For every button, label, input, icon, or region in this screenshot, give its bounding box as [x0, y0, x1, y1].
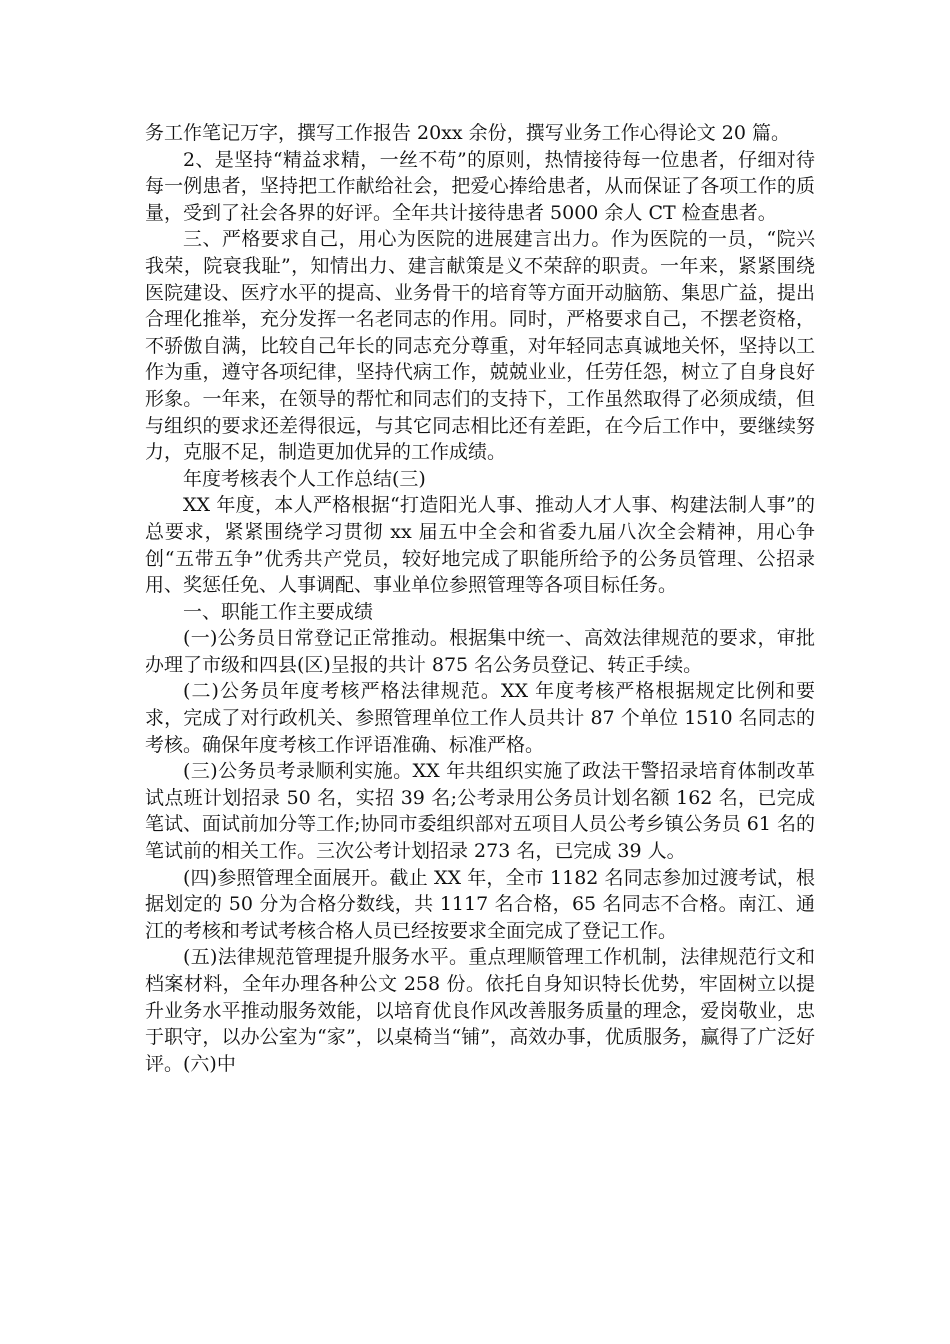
paragraph-continuation: 务工作笔记万字，撰写工作报告 20xx 余份，撰写业务工作心得论文 20 篇。	[145, 122, 790, 144]
document-body	[145, 120, 815, 1077]
paragraph-item-2: (二)公务员年度考核严格法律规范。XX 年度考核严格根据规定比例和要求，完成了对行政机关、参照管理单位工作人员共计 87 个单位 1510 名同志的考核。确保年度考核工作评语准确、标准严格。	[145, 680, 815, 756]
paragraph-item-3: (三)公务员考录顺利实施。XX 年共组织实施了政法干警招录培育体制改革试点班计划招录 50 名，实招 39 名;公考录用公务员计划名额 162 名，已完成笔试、面试前加分等工作;协同市委组织部对五项目人员公考乡镇公务员 61 名的笔试前的相关工作。三次公考计划招录 273 名，已完成 39 人。	[145, 760, 815, 863]
paragraph-item-4: (四)参照管理全面展开。截止 XX 年，全市 1182 名同志参加过渡考试，根据划定的 50 分为合格分数线，共 1117 名合格，65 名同志不合格。南江、通江的考核和考试考核合格人员已经按要求全面完成了登记工作。	[145, 866, 815, 942]
section-heading-summary-3: 年度考核表个人工作总结(三)	[183, 467, 426, 490]
section-heading-main-achievements: 一、职能工作主要成绩	[183, 600, 374, 623]
paragraph-patient-service: 2、是坚持“精益求精，一丝不苟”的原则，热情接待每一位患者，仔细对待每一例患者，坚持把工作献给社会，把爱心捧给患者，从而保证了各项工作的质量，受到了社会各界的好评。全年共计接待患者 5000 余人 CT 检查患者。	[145, 148, 815, 224]
paragraph-annual-overview: XX 年度，本人严格根据“打造阳光人事、推动人才人事、构建法制人事”的总要求，紧紧围绕学习贯彻 xx 届五中全会和省委九届八次全会精神，用心争创“五带五争”优秀共产党员，较好地完成了职能所给予的公务员管理、公招录用、奖惩任免、人事调配、事业单位参照管理等各项目标任务。	[145, 494, 815, 597]
paragraph-self-discipline: 三、严格要求自己，用心为医院的进展建言出力。作为医院的一员，“院兴我荣，院衰我耻”，知情出力、建言献策是义不荣辞的职责。一年来，紧紧围绕医院建设、医疗水平的提高、业务骨干的培育等方面开动脑筋、集思广益，提出合理化推举，充分发挥一名老同志的作用。同时，严格要求自己，不摆老资格，不骄傲自满，比较自己年长的同志充分尊重，对年轻同志真诚地关怀，坚持以工作为重，遵守各项纪律，坚持代病工作，兢兢业业，任劳任怨，树立了自身良好形象。一年来，在领导的帮忙和同志们的支持下，工作虽然取得了必须成绩，但与组织的要求还差得很远，与其它同志相比还有差距，在今后工作中，要继续努力，克服不足，制造更加优异的工作成绩。	[145, 228, 815, 464]
paragraph-item-1: (一)公务员日常登记正常推动。根据集中统一、高效法律规范的要求，审批办理了市级和四县(区)呈报的共计 875 名公务员登记、转正手续。	[145, 627, 815, 676]
paragraph-item-5: (五)法律规范管理提升服务水平。重点理顺管理工作机制，法律规范行文和档案材料，全年办理各种公文 258 份。依托自身知识特长优势，牢固树立以提升业务水平推动服务效能，以培育优良作风改善服务质量的理念，爱岗敬业，忠于职守，以办公室为“家”，以桌椅当“铺”，高效办事，优质服务，赢得了广泛好评。(六)中	[145, 946, 815, 1075]
